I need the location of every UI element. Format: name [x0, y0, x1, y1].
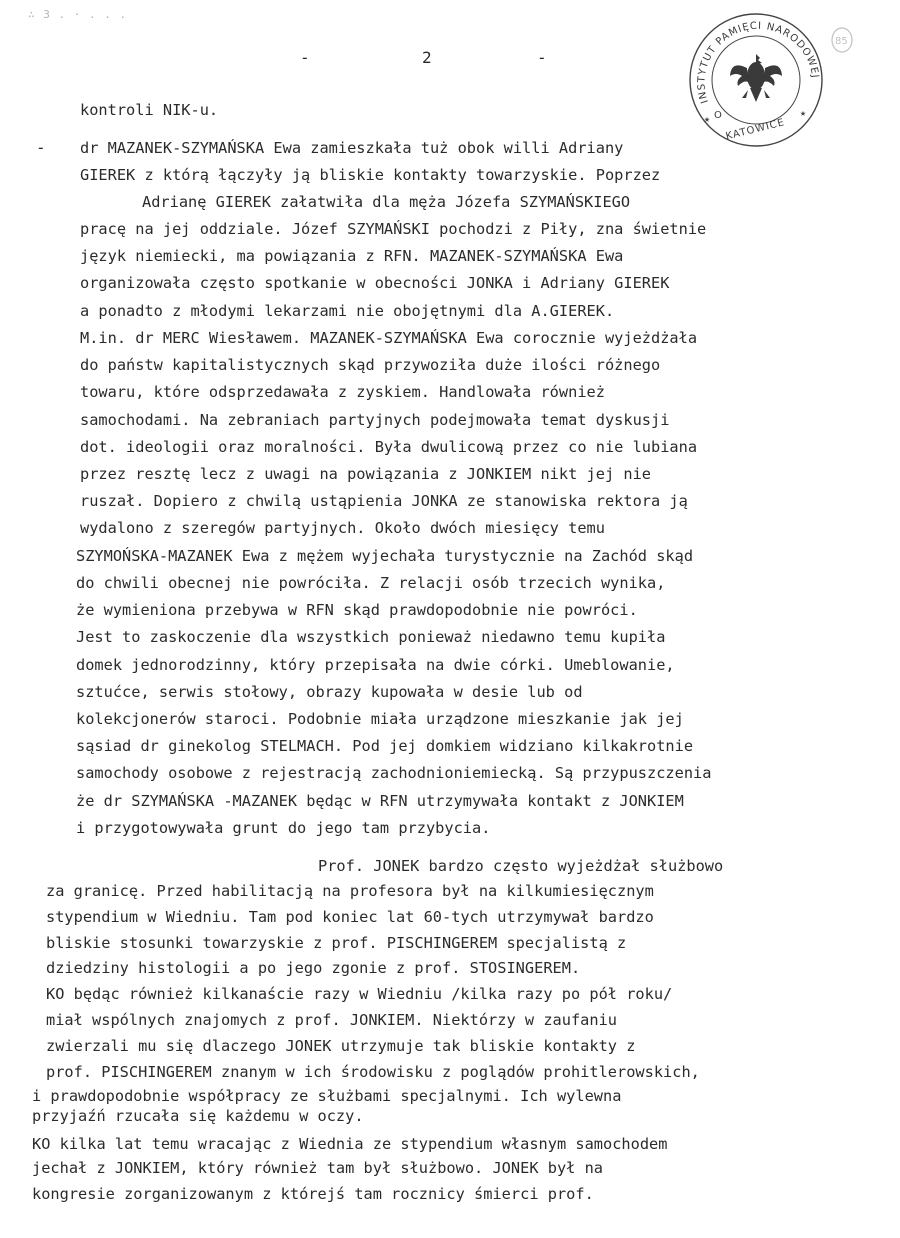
text-line: KO będąc również kilkanaście razy w Wiedniu /kilka razy po pół roku/: [46, 985, 673, 1003]
page-number-dash-right: -: [537, 48, 547, 67]
pencil-mark-icon: [830, 26, 854, 54]
text-line: przyjaźń rzucała się każdemu w oczy.: [32, 1107, 364, 1125]
text-line: KO kilka lat temu wracając z Wiednia ze stypendium własnym samochodem: [32, 1135, 668, 1153]
text-line: dr MAZANEK-SZYMAŃSKA Ewa zamieszkała tuż obok willi Adriany: [80, 139, 624, 157]
text-line: za granicę. Przed habilitacją na profesora był na kilkumiesięcznym: [46, 882, 654, 900]
svg-text:85: 85: [835, 36, 848, 47]
text-line: stypendium w Wiedniu. Tam pod koniec lat 60-tych utrzymywał bardzo: [46, 908, 654, 926]
stamp-bottom-letter: O: [714, 110, 723, 121]
text-line: wydalono z szeregów partyjnych. Około dwóch miesięcy temu: [80, 519, 605, 537]
text-line: język niemiecki, ma powiązania z RFN. MAZANEK-SZYMAŃSKA Ewa: [80, 247, 624, 265]
text-line: towaru, które odsprzedawała z zyskiem. Handlowała również: [80, 383, 605, 401]
stamp-city: KATOWICE: [724, 117, 787, 143]
text-line: dziedziny histologii a po jego zgonie z prof. STOSINGEREM.: [46, 959, 581, 977]
list-bullet: -: [36, 138, 46, 157]
text-line: prof. PISCHINGEREM znanym w ich środowisku z poglądów prohitlerowskich,: [46, 1063, 700, 1081]
stamp-ring-text: INSTYTUT PAMIĘCI NARODOWEJ: [696, 20, 821, 105]
text-line: domek jednorodzinny, który przepisała na dwie córki. Umeblowanie,: [76, 656, 675, 674]
pencil-annotation: ∴ 3 . · . . .: [28, 8, 128, 21]
text-line: GIEREK z którą łączyły ją bliskie kontakty towarzyskie. Poprzez: [80, 166, 661, 184]
text-line: Jest to zaskoczenie dla wszystkich ponieważ niedawno temu kupiła: [76, 628, 666, 646]
text-line: zwierzali mu się dlaczego JONEK utrzymuje tak bliskie kontakty z: [46, 1037, 636, 1055]
text-line: SZYMOŃSKA-MAZANEK Ewa z mężem wyjechała turystycznie na Zachód skąd: [76, 547, 694, 565]
ipn-stamp: [686, 10, 826, 150]
text-line: jechał z JONKIEM, który również tam był służbowo. JONEK był na: [32, 1159, 603, 1177]
text-line: bliskie stosunki towarzyskie z prof. PISCHINGEREM specjalistą z: [46, 934, 627, 952]
text-line: i prawdopodobnie współpracy ze służbami specjalnymi. Ich wylewna: [32, 1087, 622, 1105]
page-number-dash-left: -: [300, 48, 310, 67]
text-line: samochodami. Na zebraniach partyjnych podejmowała temat dyskusji: [80, 411, 670, 429]
text-line: ruszał. Dopiero z chwilą ustąpienia JONKA ze stanowiska rektora ją: [80, 492, 688, 510]
text-line: Adrianę GIEREK załatwiła dla męża Józefa SZYMAŃSKIEGO: [142, 193, 631, 211]
text-line: kongresie zorganizowanym z którejś tam rocznicy śmierci prof.: [32, 1185, 594, 1203]
text-line: kolekcjonerów staroci. Podobnie miała urządzone mieszkanie jak jej: [76, 710, 684, 728]
eagle-emblem-icon: [730, 54, 782, 102]
text-line: pracę na jej oddziale. Józef SZYMAŃSKI pochodzi z Piły, zna świetnie: [80, 220, 707, 238]
text-line: M.in. dr MERC Wiesławem. MAZANEK-SZYMAŃSKA Ewa corocznie wyjeżdżała: [80, 329, 698, 347]
text-line: że dr SZYMAŃSKA -MAZANEK będąc w RFN utrzymywała kontakt z JONKIEM: [76, 792, 684, 810]
text-line: sztućce, serwis stołowy, obrazy kupowała w desie lub od: [76, 683, 583, 701]
text-line: że wymieniona przebywa w RFN skąd prawdopodobnie nie powróci.: [76, 601, 638, 619]
text-line: i przygotowywała grunt do jego tam przybycia.: [76, 819, 491, 837]
text-line: przez resztę lecz z uwagi na powiązania z JONKIEM nikt jej nie: [80, 465, 651, 483]
text-line: do chwili obecnej nie powróciła. Z relacji osób trzecich wynika,: [76, 574, 666, 592]
text-line: Prof. JONEK bardzo często wyjeżdżał służbowo: [318, 857, 724, 875]
page-number: 2: [422, 48, 432, 67]
text-line: kontroli NIK-u.: [80, 101, 219, 119]
text-line: samochody osobowe z rejestracją zachodnioniemiecką. Są przypuszczenia: [76, 764, 712, 782]
text-line: do państw kapitalistycznych skąd przywoziła duże ilości różnego: [80, 356, 661, 374]
text-line: miał wspólnych znajomych z prof. JONKIEM. Niektórzy w zaufaniu: [46, 1011, 617, 1029]
star-icon: ★: [800, 108, 807, 119]
text-line: a ponadto z młodymi lekarzami nie obojętnymi dla A.GIEREK.: [80, 302, 615, 320]
star-icon: ★: [704, 114, 711, 125]
text-line: sąsiad dr ginekolog STELMACH. Pod jej domkiem widziano kilkakrotnie: [76, 737, 694, 755]
text-line: organizowała często spotkanie w obecności JONKA i Adriany GIEREK: [80, 274, 670, 292]
text-line: dot. ideologii oraz moralności. Była dwulicową przez co nie lubiana: [80, 438, 698, 456]
